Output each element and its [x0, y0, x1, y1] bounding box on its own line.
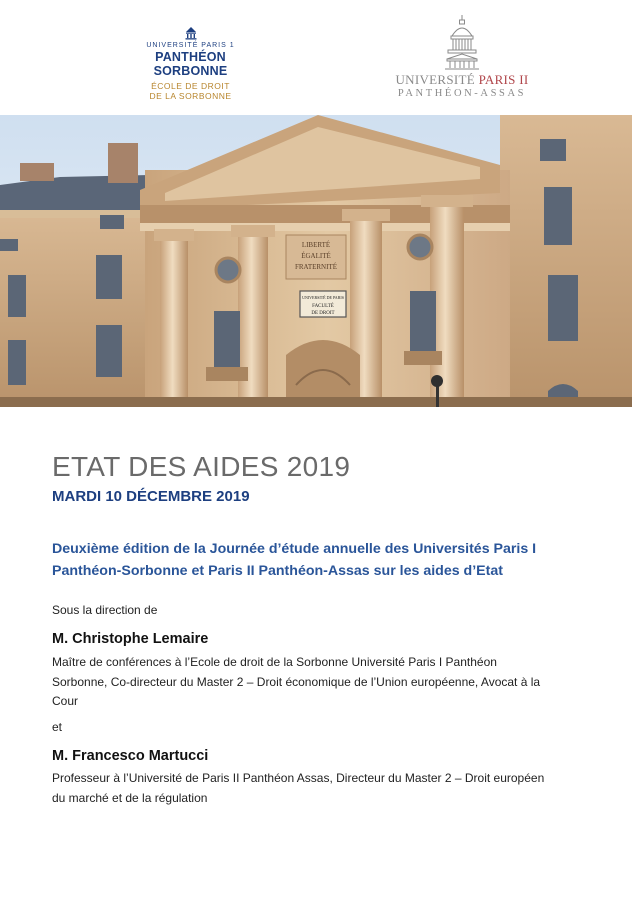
event-subtitle: Deuxième édition de la Journée d’étude annuelle des Universités Paris I Panthéon-Sorbonne et Paris II Panthéon-Assas sur les aides d’Etat [52, 541, 537, 579]
person2-role: Professeur à l’Université de Paris II Panthéon Assas, Directeur du Master 2 – Droit européen du marché et de la régulation [52, 771, 545, 805]
event-title: ETAT DES AIDES 2019 [52, 451, 351, 482]
logo-left-line1: UNIVERSITÉ PARIS 1 [146, 42, 235, 49]
logo-left-line3: ÉCOLE DE DROIT [151, 81, 230, 91]
building-photo [0, 115, 632, 407]
logo-left-line2: PANTHÉON SORBONNE [153, 50, 228, 78]
inscription-line2: ÉGALITÉ [301, 252, 331, 260]
header [0, 0, 632, 115]
logo-paris-ii [388, 14, 536, 99]
sorbonne-building-icon [184, 26, 198, 40]
logo-pantheon-sorbonne [118, 26, 263, 101]
person1-role: Maître de conférences à l’Ecole de droit de la Sorbonne Université Paris I Panthéon Sorbonne, Co-directeur du Master 2 – Droit économique de l’Union européenne, Avocat à la Cour [52, 655, 541, 708]
plaque-line2: FACULTÉ [312, 304, 334, 309]
inscription-line3: FRATERNITÉ [295, 263, 337, 271]
plaque-line1: UNIVERSITÉ DE PARIS [302, 295, 344, 300]
pantheon-faculty-building-illustration [0, 115, 632, 407]
logo-right-line1 [388, 72, 536, 88]
logo-left-line4: DE LA SORBONNE [149, 91, 232, 101]
logo-right-line2: PANTHÉON-ASSAS [397, 88, 527, 99]
pantheon-dome-icon [444, 14, 480, 70]
direction-intro: Sous la direction de [52, 603, 158, 617]
plaque-line3: DE DROIT [311, 311, 335, 316]
person2-name: M. Francesco Martucci [52, 748, 209, 764]
event-date: MARDI 10 DÉCEMBRE 2019 [52, 488, 250, 505]
logo-right-paris-ii: PARIS II [478, 72, 529, 87]
person1-name: M. Christophe Lemaire [52, 631, 209, 647]
logo-right-universite: UNIVERSITÉ [395, 72, 479, 87]
inscription-line1: LIBERTÉ [301, 241, 331, 249]
and-connector: et [52, 720, 63, 734]
